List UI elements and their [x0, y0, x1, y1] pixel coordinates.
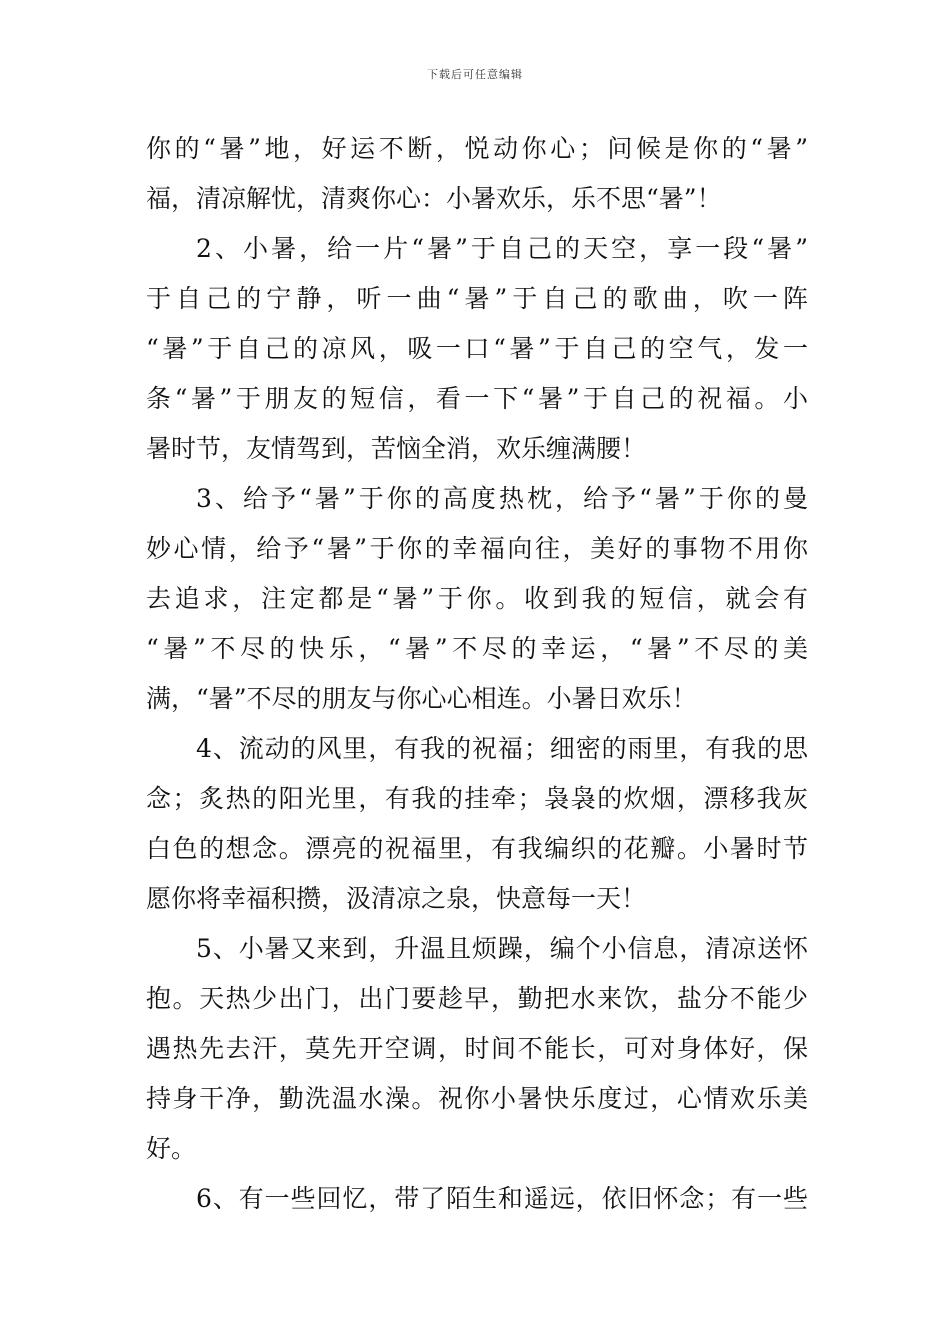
text-line: 白色的想念。漂亮的祝福里，有我编织的花瓣。小暑时节 [146, 834, 808, 863]
text-line: 念；炙热的阳光里，有我的挂牵；袅袅的炊烟，漂移我灰 [146, 784, 808, 813]
text-line: 愿你将幸福积攒，汲清凉之泉，快意每一天！ [146, 884, 647, 913]
text-line: 遇热先去汗，莫先开空调，时间不能长，可对身体好，保 [146, 1034, 808, 1063]
text-line: “暑”于自己的凉风，吸一口“暑”于自己的空气，发一 [146, 334, 808, 363]
text-line: 于自己的宁静，听一曲“暑”于自己的歌曲，吹一阵 [146, 284, 808, 313]
text-line: 持身干净，勤洗温水澡。祝你小暑快乐度过，心情欢乐美 [146, 1084, 808, 1113]
text-line: 5、小暑又来到，升温且烦躁，编个小信息，清凉送怀 [196, 934, 808, 963]
text-line: 3、给予“暑”于你的高度热枕，给予“暑”于你的曼 [196, 484, 808, 513]
text-line: 去追求，注定都是“暑”于你。收到我的短信，就会有 [146, 584, 808, 613]
text-line: 暑时节，友情驾到，苦恼全消，欢乐缠满腰！ [146, 434, 647, 463]
text-line: 4、流动的风里，有我的祝福；细密的雨里，有我的思 [196, 734, 808, 763]
text-line: 抱。天热少出门，出门要趁早，勤把水来饮，盐分不能少 [146, 984, 808, 1013]
page-header: 下载后可任意编辑 [427, 68, 523, 81]
text-line: 福，清凉解忧，清爽你心：小暑欢乐，乐不思“暑”！ [146, 184, 722, 213]
body-text [146, 124, 808, 1224]
text-line: 6、有一些回忆，带了陌生和遥远，依旧怀念；有一些 [196, 1184, 808, 1213]
text-line: 满，“暑”不尽的朋友与你心心相连。小暑日欢乐！ [146, 684, 697, 713]
text-line: 妙心情，给予“暑”于你的幸福向往，美好的事物不用你 [146, 534, 808, 563]
text-line: 条“暑”于朋友的短信，看一下“暑”于自己的祝福。小 [146, 384, 808, 413]
text-line: 好。 [146, 1134, 197, 1163]
text-line: 你的“暑”地，好运不断，悦动你心；问候是你的“暑” [146, 134, 808, 163]
text-line: 2、小暑，给一片“暑”于自己的天空，享一段“暑” [196, 234, 808, 263]
text-line: “暑”不尽的快乐，“暑”不尽的幸运，“暑”不尽的美 [146, 634, 808, 663]
